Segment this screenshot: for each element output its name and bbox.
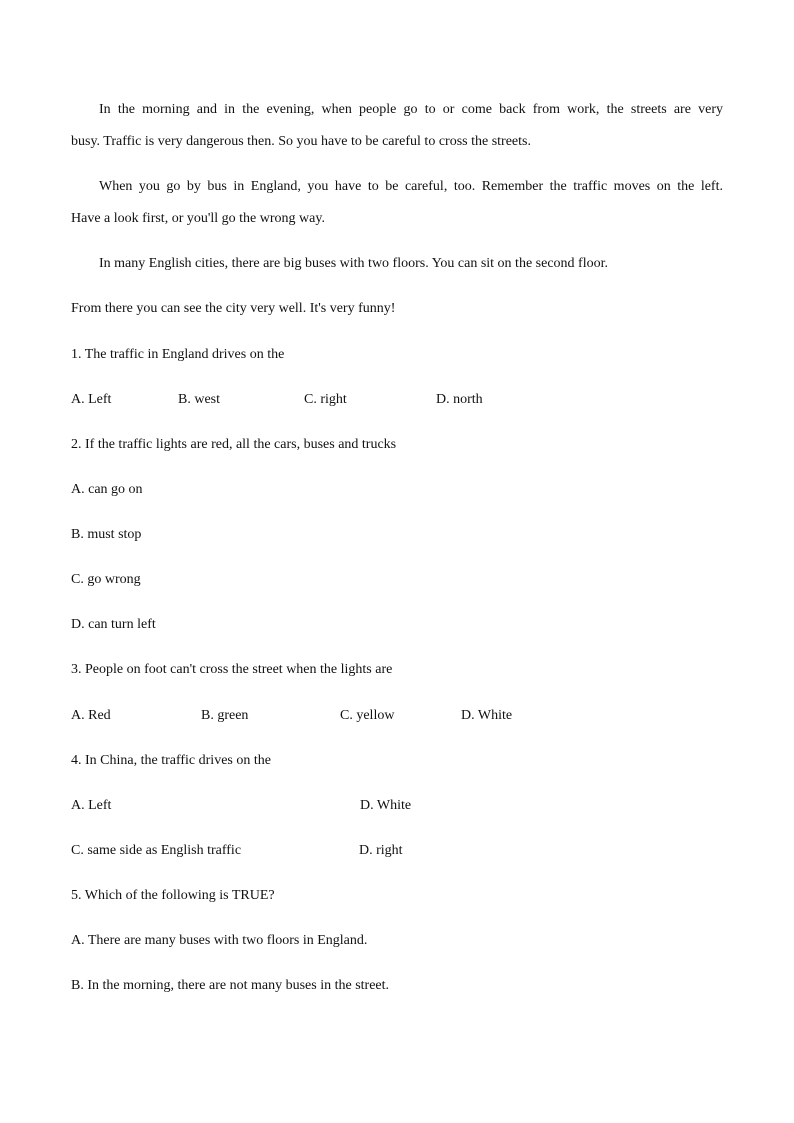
question-5-stem: 5. Which of the following is TRUE? — [71, 888, 275, 903]
question-4-option-d-right: D. right — [359, 843, 403, 858]
question-1-option-d: D. north — [436, 392, 483, 407]
question-3-stem: 3. People on foot can't cross the street when the lights are — [71, 662, 393, 677]
question-3-option-d: D. White — [461, 708, 513, 723]
question-3-option-c: C. yellow — [340, 708, 395, 723]
passage-p3-line2: From there you can see the city very well. It's very funny! — [71, 301, 396, 316]
question-1-option-a: A. Left — [71, 392, 112, 407]
question-4-option-c: C. same side as English traffic — [71, 843, 242, 858]
question-2-option-c: C. go wrong — [71, 572, 141, 587]
question-2-option-a: A. can go on — [71, 482, 143, 497]
question-1-stem: 1. The traffic in England drives on the — [71, 347, 285, 362]
passage-p2-line1: When you go by bus in England, you have to be careful, too. Remember the traffic moves on the left. — [99, 179, 723, 194]
question-4-stem: 4. In China, the traffic drives on the — [71, 753, 271, 768]
passage-p2-line2: Have a look first, or you'll go the wrong way. — [71, 211, 325, 226]
question-2-option-d: D. can turn left — [71, 617, 156, 632]
question-1-option-c: C. right — [304, 392, 347, 407]
passage-p1-line2: busy. Traffic is very dangerous then. So you have to be careful to cross the streets. — [71, 134, 531, 149]
question-3-option-a: A. Red — [71, 708, 111, 723]
passage-p1-line1: In the morning and in the evening, when people go to or come back from work, the streets are very — [99, 102, 723, 117]
question-3-option-b: B. green — [201, 708, 249, 723]
question-4-option-d-white: D. White — [360, 798, 412, 813]
question-4-option-a: A. Left — [71, 798, 112, 813]
question-2-stem: 2. If the traffic lights are red, all the cars, buses and trucks — [71, 437, 397, 452]
document-page — [71, 0, 723, 1123]
passage-p3-line1: In many English cities, there are big buses with two floors. You can sit on the second floor. — [99, 256, 608, 271]
question-2-option-b: B. must stop — [71, 527, 142, 542]
question-5-option-a: A. There are many buses with two floors in England. — [71, 933, 368, 948]
question-1-option-b: B. west — [178, 392, 220, 407]
question-5-option-b: B. In the morning, there are not many buses in the street. — [71, 978, 390, 993]
